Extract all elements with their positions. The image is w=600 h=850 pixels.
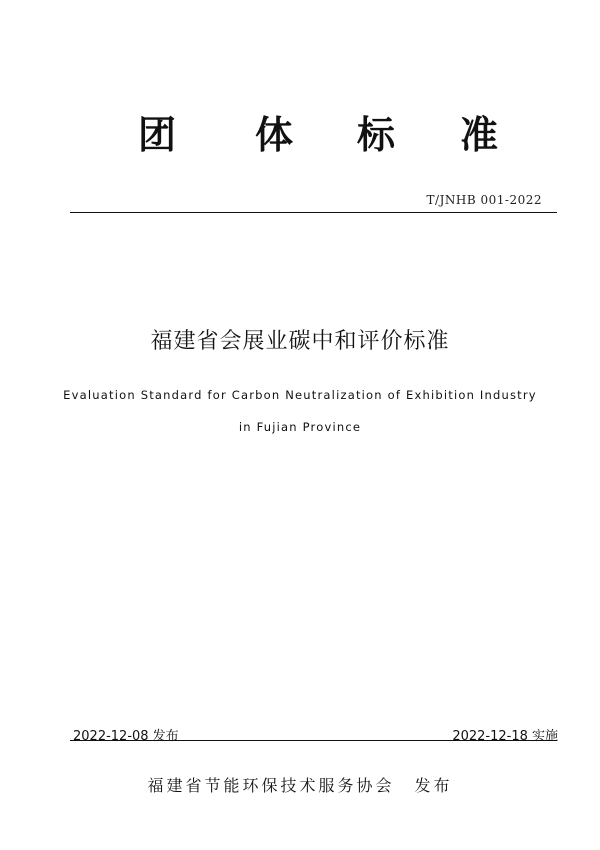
issue-date: 2022-12-08 发布 xyxy=(73,729,179,744)
standard-number: T/JNHB 001-2022 xyxy=(426,193,542,207)
english-title-line-1: Evaluation Standard for Carbon Neutralization of Exhibition Industry xyxy=(63,388,537,402)
issuer-action: 发布 xyxy=(414,776,453,795)
doc-type-char-4: 准 xyxy=(460,113,499,157)
chinese-title: 福建省会展业碳中和评价标准 xyxy=(150,329,450,354)
english-title-line-2: in Fujian Province xyxy=(238,420,362,434)
implementation-date: 2022-12-18 实施 xyxy=(452,729,558,744)
issuer-line xyxy=(0,773,600,796)
top-divider xyxy=(70,212,557,213)
doc-type-char-1: 团 xyxy=(138,113,177,157)
issuer-name: 福建省节能环保技术服务协会 xyxy=(147,776,395,795)
document-type-heading xyxy=(0,110,600,160)
doc-type-char-3: 标 xyxy=(357,113,396,157)
doc-type-char-2: 体 xyxy=(255,113,294,157)
bottom-divider xyxy=(70,740,557,741)
